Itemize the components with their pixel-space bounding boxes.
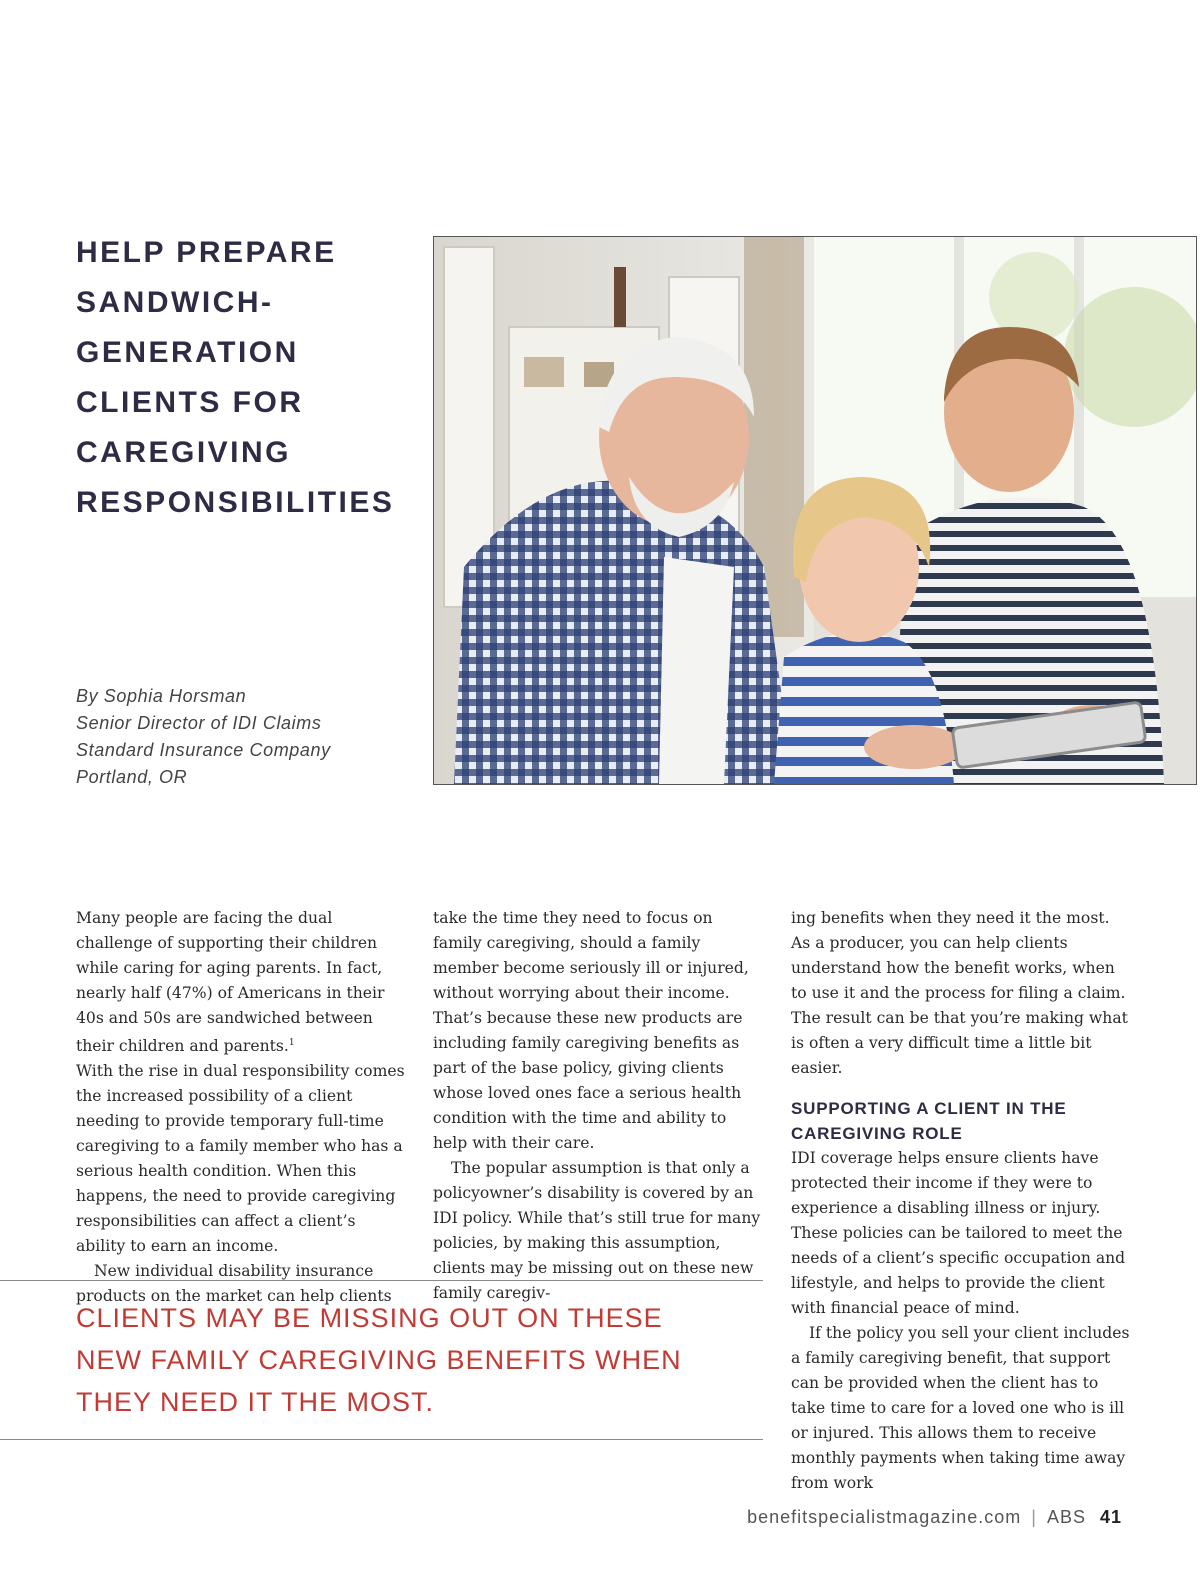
- body-paragraph: ing benefits when they need it the most. As a producer, you can help clients understand how the benefit works, when to use it and the process for filing a claim. The result can be that you’re making what is often a very difficult time a little bit easier.: [791, 909, 1128, 1077]
- body-column-2: [433, 906, 765, 1306]
- body-column-1: [76, 906, 408, 1309]
- footer-site: benefitspecialistmagazine.com: [747, 1507, 1022, 1527]
- pullquote: [76, 1297, 746, 1423]
- footer-section: ABS: [1046, 1507, 1086, 1527]
- byline-role: Senior Director of IDI Claims: [76, 713, 322, 733]
- body-column-3: [791, 906, 1131, 1496]
- body-paragraph: Many people are facing the dual challenge of supporting their children while caring for aging parents. In fact, nearly half (47%) of Americans in their 40s and 50s are sandwiched between their children and parents.$^1$: [76, 909, 385, 1056]
- pullquote-line: THEY NEED IT THE MOST.: [76, 1387, 435, 1417]
- body-paragraph: IDI coverage helps ensure clients have protected their income if they were to experience a disabling illness or injury. These policies can be tailored to meet the needs of a client’s specific occupation and lifestyle, and helps to provide the client with financial peace of mind.: [791, 1149, 1126, 1317]
- title-line: RESPONSIBILITIES: [76, 486, 395, 519]
- title-line: CAREGIVING: [76, 436, 292, 469]
- title-line: SANDWICH-: [76, 286, 274, 319]
- byline-location: Portland, OR: [76, 767, 188, 787]
- family-tablet-photo: [434, 237, 1196, 784]
- pullquote-top-rule: [0, 1280, 763, 1281]
- title-line: GENERATION: [76, 336, 299, 369]
- body-paragraph: take the time they need to focus on family caregiving, should a family member become seriously ill or injured, without worrying about their income. That’s because these new products are including family caregiving benefits as part of the base policy, giving clients whose loved ones face a serious health condition with the time and ability to help with their care.: [433, 909, 749, 1152]
- byline: [76, 683, 416, 791]
- footnote-mark: 1: [288, 1038, 295, 1048]
- footer-separator: |: [1031, 1507, 1037, 1527]
- body-paragraph: The popular assumption is that only a policyowner’s disability is covered by an IDI policy. While that’s still true for many policies, by making this assumption, clients may be missing out on these new family caregiv-: [433, 1159, 761, 1302]
- pullquote-line: CLIENTS MAY BE MISSING OUT ON THESE: [76, 1303, 663, 1333]
- title-line: CLIENTS FOR: [76, 386, 304, 419]
- pullquote-line: NEW FAMILY CAREGIVING BENEFITS WHEN: [76, 1345, 682, 1375]
- pullquote-bottom-rule: [0, 1439, 763, 1440]
- article-photo: [433, 236, 1197, 785]
- page-footer: [747, 1503, 1122, 1531]
- body-paragraph: If the policy you sell your client includes a family caregiving benefit, that support can be provided when the client has to take time to care for a loved one who is ill or injured. This allows them to receive monthly payments when taking time away from work: [791, 1324, 1130, 1492]
- body-paragraph: With the rise in dual responsibility comes the increased possibility of a client needing to provide temporary full-time caregiving to a family member who has a serious health condition. When this happens, the need to provide caregiving responsibilities can affect a client’s ability to earn an income.: [76, 1062, 405, 1256]
- title-line: HELP PREPARE: [76, 236, 337, 269]
- byline-author: By Sophia Horsman: [76, 686, 247, 706]
- byline-company: Standard Insurance Company: [76, 740, 331, 760]
- article-title: [76, 228, 416, 528]
- section-subhead: SUPPORTING A CLIENT IN THE CAREGIVING ROLE: [791, 1099, 1067, 1143]
- body-paragraph: New individual disability insurance products on the market can help clients: [76, 1262, 392, 1306]
- page-number: 41: [1099, 1507, 1122, 1527]
